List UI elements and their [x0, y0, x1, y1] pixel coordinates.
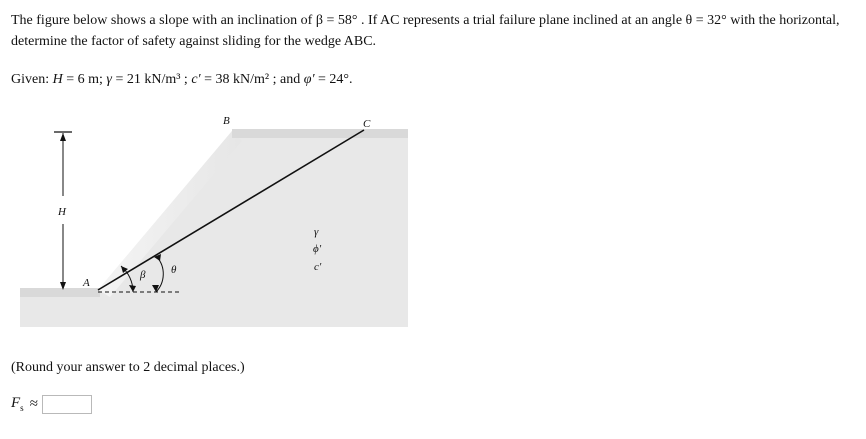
given-H-symbol: H: [52, 72, 63, 87]
toe-ground-surface: [20, 288, 100, 297]
given-phi-value: = 24°.: [314, 72, 353, 87]
label-A: A: [83, 277, 90, 289]
crest-surface: [232, 129, 408, 138]
approx-symbol: ≈: [29, 395, 38, 412]
given-c-value: = 38 kN/m² ; and: [200, 72, 304, 87]
given-values: [11, 70, 353, 90]
given-phi-symbol: φ′: [303, 72, 315, 87]
problem-statement: The figure below shows a slope with an inclination of β = 58° . If AC represents a trial failure plane inclined at an angle θ = 32° with the horizontal, determine the factor of safety against sliding for the wedge ABC.: [11, 13, 840, 49]
factor-of-safety-input[interactable]: [42, 395, 92, 414]
label-c: c′: [314, 261, 322, 273]
fs-label: [11, 395, 24, 413]
label-H: H: [58, 206, 66, 218]
given-gamma-value: = 21 kN/m³ ;: [111, 72, 192, 87]
label-C: C: [363, 118, 371, 130]
given-c-symbol: c′: [191, 72, 201, 87]
fs-symbol: F: [11, 395, 21, 411]
label-gamma: γ: [314, 226, 319, 238]
given-H-value: = 6 m;: [62, 72, 107, 87]
label-B: B: [223, 115, 230, 127]
label-beta: β: [140, 269, 146, 281]
height-arrow-up-icon: [60, 133, 66, 141]
rounding-instruction: (Round your answer to 2 decimal places.): [11, 360, 245, 375]
answer-row: [11, 393, 92, 415]
fs-subscript: s: [20, 403, 24, 413]
label-phi: ϕ′: [313, 243, 322, 255]
given-prefix: Given:: [11, 72, 53, 87]
given-gamma-symbol: γ: [106, 72, 112, 87]
label-theta: θ: [171, 264, 177, 276]
slope-figure: [0, 100, 430, 340]
